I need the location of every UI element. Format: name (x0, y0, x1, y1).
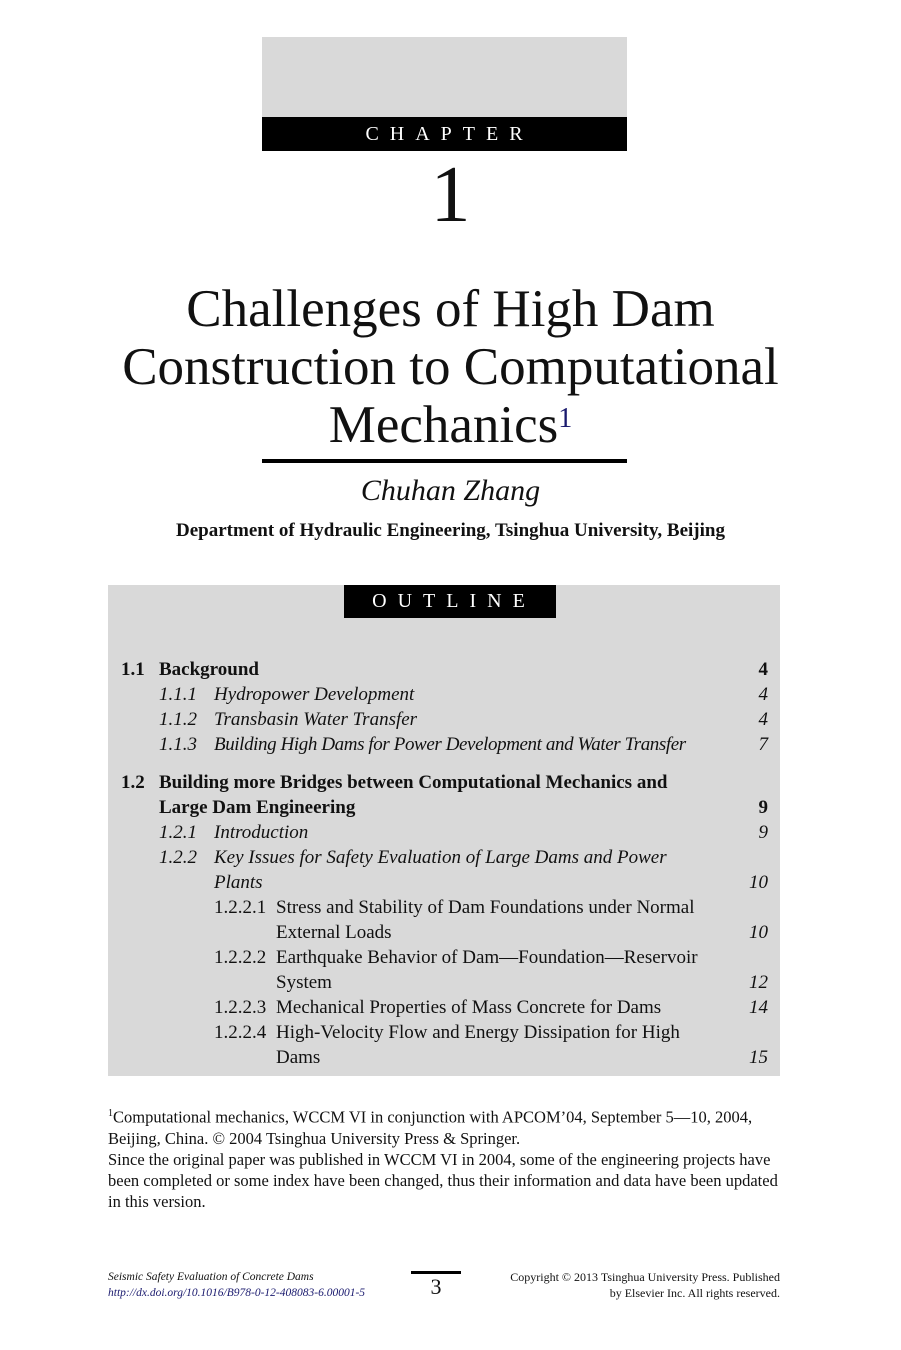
toc-entry-continued[interactable] (108, 795, 780, 820)
chapter-banner (262, 37, 627, 151)
chapter-label: CHAPTER (262, 117, 627, 151)
toc-number: 1.2.2.4 (214, 1022, 267, 1043)
toc-number: 1.2.2 (159, 847, 197, 868)
toc-text: Introduction (214, 822, 309, 843)
toc-number: 1.2.1 (159, 822, 197, 843)
toc-entry[interactable] (108, 1020, 780, 1045)
page-number-block (411, 1271, 461, 1300)
toc-text: Background (159, 659, 259, 680)
toc-entry[interactable] (108, 845, 780, 870)
toc-page: 15 (749, 1047, 768, 1068)
outline-box (108, 585, 780, 1076)
toc-number: 1.1.1 (159, 684, 197, 705)
toc-text: Stress and Stability of Dam Foundations under Normal (276, 897, 695, 918)
table-of-contents (108, 657, 780, 1070)
toc-number: 1.2.2.3 (214, 997, 267, 1018)
toc-text: Plants (214, 872, 263, 893)
chapter-banner-gray (262, 37, 627, 117)
chapter-title (0, 280, 901, 454)
toc-entry[interactable] (108, 995, 780, 1020)
copyright (510, 1269, 780, 1301)
toc-text: Key Issues for Safety Evaluation of Large Dams and Power (214, 847, 667, 868)
affiliation: Department of Hydraulic Engineering, Tsinghua University, Beijing (176, 520, 725, 541)
footnote-note: Since the original paper was published in WCCM VI in 2004, some of the engineering projects have been completed or some index have been changed, thus their information and data have been updated in this version. (108, 1149, 778, 1211)
toc-entry[interactable] (108, 770, 780, 795)
toc-entry[interactable] (108, 682, 780, 707)
toc-number: 1.1 (121, 659, 145, 680)
toc-entry[interactable] (108, 732, 780, 757)
toc-entry[interactable] (108, 895, 780, 920)
toc-number: 1.1.3 (159, 734, 197, 755)
toc-page: 9 (758, 822, 768, 843)
title-line: Construction to Computational (122, 338, 779, 396)
toc-page: 12 (749, 972, 768, 993)
toc-page: 7 (758, 734, 768, 755)
toc-text: Transbasin Water Transfer (214, 709, 418, 730)
toc-text: System (276, 972, 332, 993)
toc-entry-continued[interactable] (108, 920, 780, 945)
toc-text: Building High Dams for Power Development and Water Transfer (214, 734, 686, 755)
title-footnote-link[interactable]: 1 (558, 403, 573, 434)
chapter-number: 1 (430, 151, 471, 239)
toc-text: Hydropower Development (214, 684, 415, 705)
footnote (108, 1103, 788, 1212)
copyright-line: by Elsevier Inc. All rights reserved. (609, 1286, 780, 1300)
toc-page: 9 (758, 797, 768, 818)
toc-page: 4 (758, 659, 768, 680)
footnote-citation: Computational mechanics, WCCM VI in conjunction with APCOM’04, September 5—10, 2004, Beijing, China. © 2004 Tsinghua University Press & Springer. (108, 1107, 753, 1148)
toc-number: 1.1.2 (159, 709, 197, 730)
toc-text: Building more Bridges between Computational Mechanics and (159, 772, 668, 793)
toc-number: 1.2.2.1 (214, 897, 267, 918)
toc-page: 10 (749, 872, 768, 893)
outline-label: OUTLINE (344, 585, 556, 618)
footer-book-info (108, 1269, 365, 1301)
toc-entry[interactable] (108, 707, 780, 732)
toc-entry-continued[interactable] (108, 970, 780, 995)
page-number: 3 (430, 1274, 442, 1299)
toc-page: 4 (758, 709, 768, 730)
toc-text: Earthquake Behavior of Dam—Foundation—Reservoir (276, 947, 698, 968)
toc-page: 14 (749, 997, 768, 1018)
copyright-line: Copyright © 2013 Tsinghua University Press. Published (510, 1270, 780, 1284)
toc-entry[interactable] (108, 820, 780, 845)
toc-entry-continued[interactable] (108, 1045, 780, 1070)
toc-text: External Loads (276, 922, 392, 943)
toc-entry-continued[interactable] (108, 870, 780, 895)
footnote-mark: 1 (108, 1108, 113, 1119)
toc-page: 10 (749, 922, 768, 943)
toc-text: Dams (276, 1047, 321, 1068)
doi-link[interactable]: http://dx.doi.org/10.1016/B978-0-12-408083-6.00001-5 (108, 1287, 366, 1299)
title-line: Challenges of High Dam (186, 280, 715, 338)
toc-number: 1.2 (121, 772, 145, 793)
toc-text: Mechanical Properties of Mass Concrete for Dams (276, 997, 662, 1018)
toc-number: 1.2.2.2 (214, 947, 267, 968)
toc-text: Large Dam Engineering (159, 797, 356, 818)
title-line: Mechanics (328, 396, 559, 454)
title-divider (262, 459, 627, 463)
toc-page: 4 (758, 684, 768, 705)
toc-entry[interactable] (108, 945, 780, 970)
book-title: Seismic Safety Evaluation of Concrete Dams (108, 1271, 314, 1283)
author: Chuhan Zhang (360, 474, 541, 507)
toc-text: High-Velocity Flow and Energy Dissipation for High (276, 1022, 680, 1043)
toc-entry[interactable] (108, 657, 780, 682)
